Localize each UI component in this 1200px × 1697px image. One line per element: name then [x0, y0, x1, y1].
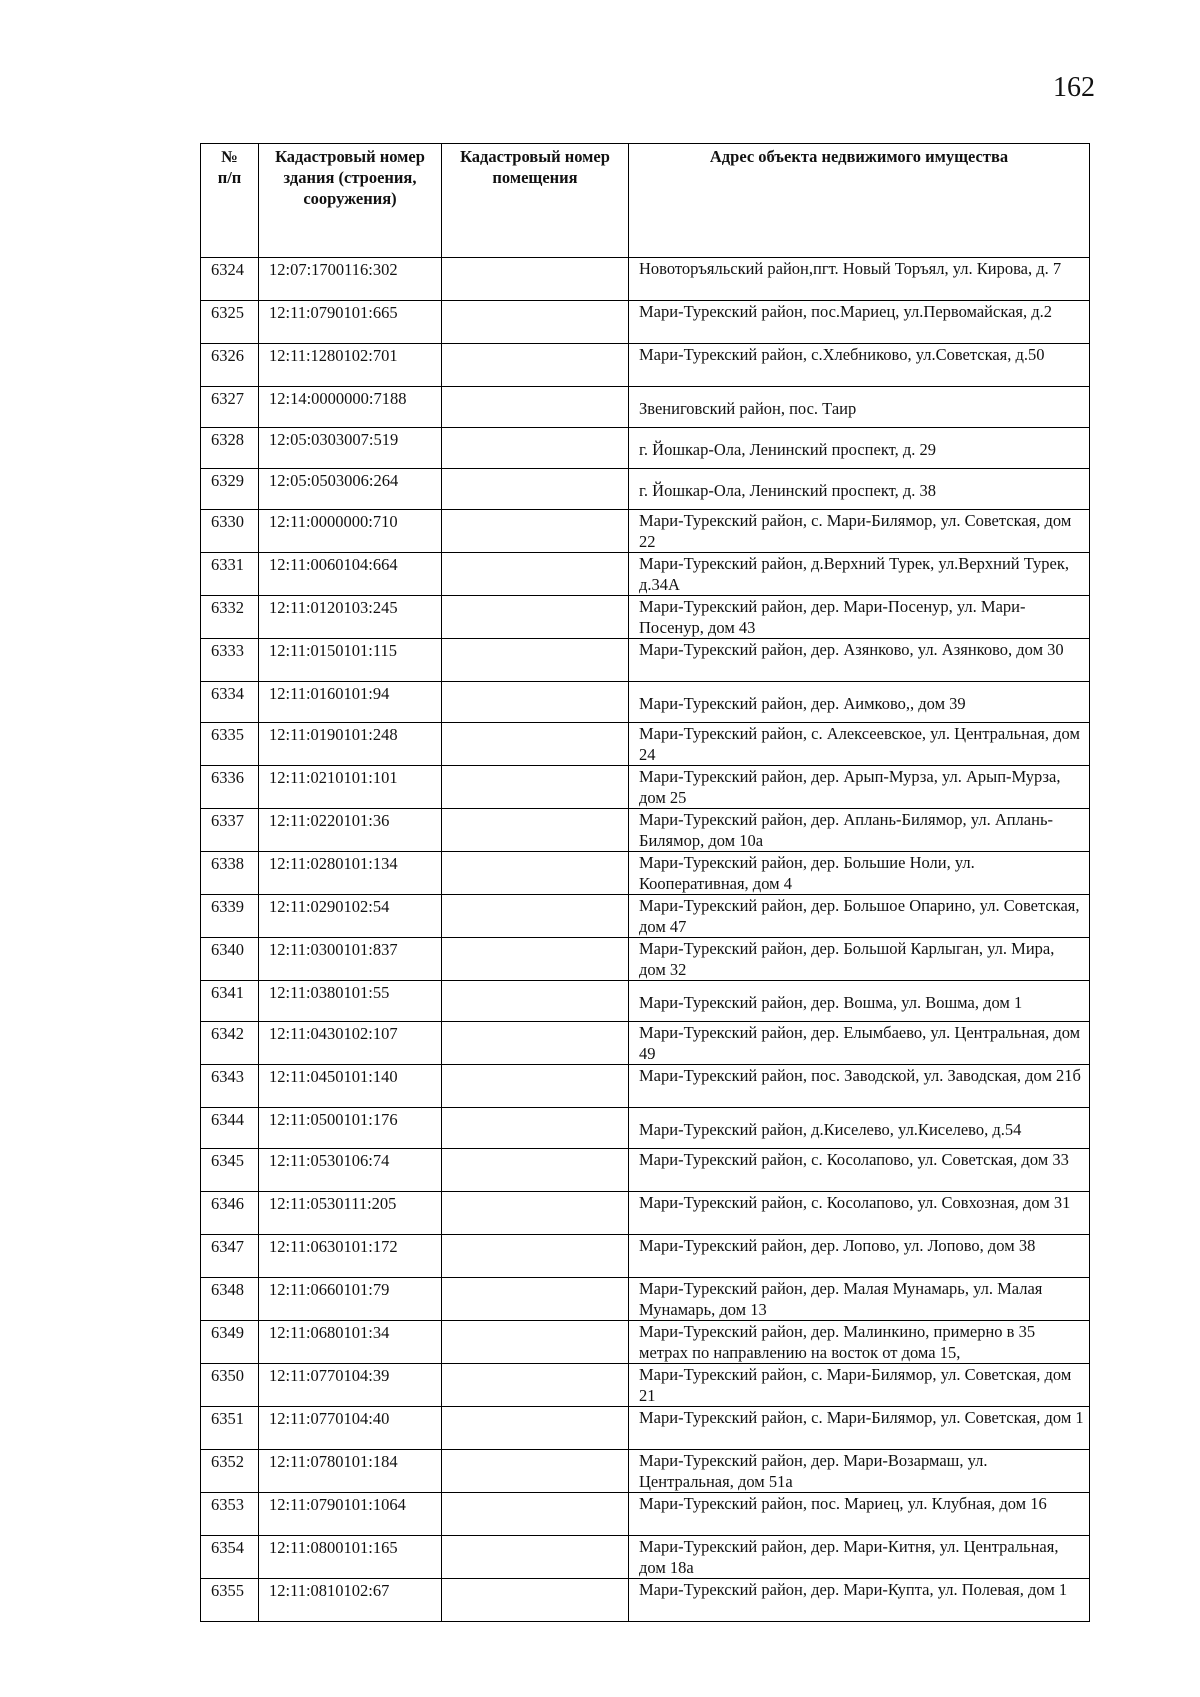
- row-number-cell: 6351: [201, 1407, 259, 1450]
- row-number-cell: 6341: [201, 981, 259, 1022]
- row-number-cell: 6354: [201, 1536, 259, 1579]
- room-cadastral-cell: [442, 723, 629, 766]
- room-cadastral-cell: [442, 1450, 629, 1493]
- building-cadastral-cell: 12:14:0000000:7188: [259, 387, 442, 428]
- room-cadastral-cell: [442, 1149, 629, 1192]
- table-header-row: [201, 144, 1090, 258]
- room-cadastral-cell: [442, 1364, 629, 1407]
- room-cadastral-cell: [442, 1278, 629, 1321]
- table-row: [201, 1235, 1090, 1278]
- row-number-cell: 6344: [201, 1108, 259, 1149]
- address-cell: Мари-Турекский район, дер. Большое Опарино, ул. Советская, дом 47: [629, 895, 1090, 938]
- address-cell: Мари-Турекский район, дер. Мари-Китня, ул. Центральная, дом 18а: [629, 1536, 1090, 1579]
- room-cadastral-cell: [442, 428, 629, 469]
- table-row: [201, 895, 1090, 938]
- address-cell: Мари-Турекский район, с. Алексеевское, ул. Центральная, дом 24: [629, 723, 1090, 766]
- building-cadastral-cell: 12:11:1280102:701: [259, 344, 442, 387]
- room-cadastral-cell: [442, 387, 629, 428]
- address-cell: Мари-Турекский район, с. Мари-Билямор, ул. Советская, дом 22: [629, 510, 1090, 553]
- room-cadastral-cell: [442, 596, 629, 639]
- building-cadastral-cell: 12:11:0680101:34: [259, 1321, 442, 1364]
- address-cell: Мари-Турекский район, дер. Большой Карлыган, ул. Мира, дом 32: [629, 938, 1090, 981]
- building-cadastral-cell: 12:11:0120103:245: [259, 596, 442, 639]
- table-row: [201, 1450, 1090, 1493]
- building-cadastral-cell: 12:11:0290102:54: [259, 895, 442, 938]
- row-number-cell: 6338: [201, 852, 259, 895]
- table-row: [201, 766, 1090, 809]
- table-row: [201, 1493, 1090, 1536]
- row-number-cell: 6332: [201, 596, 259, 639]
- row-number-cell: 6345: [201, 1149, 259, 1192]
- room-cadastral-cell: [442, 1192, 629, 1235]
- row-number-cell: 6325: [201, 301, 259, 344]
- building-cadastral-cell: 12:11:0630101:172: [259, 1235, 442, 1278]
- row-number-cell: 6343: [201, 1065, 259, 1108]
- building-cadastral-cell: 12:11:0210101:101: [259, 766, 442, 809]
- address-cell: Мари-Турекский район, дер. Мари-Возармаш, ул. Центральная, дом 51а: [629, 1450, 1090, 1493]
- table-row: [201, 809, 1090, 852]
- property-registry-table: [200, 143, 1090, 1622]
- row-number-cell: 6350: [201, 1364, 259, 1407]
- building-cadastral-cell: 12:11:0450101:140: [259, 1065, 442, 1108]
- address-cell: г. Йошкар-Ола, Ленинский проспект, д. 29: [629, 428, 1090, 469]
- table-row: [201, 387, 1090, 428]
- row-number-cell: 6324: [201, 258, 259, 301]
- row-number-cell: 6334: [201, 682, 259, 723]
- row-number-cell: 6347: [201, 1235, 259, 1278]
- table-row: [201, 553, 1090, 596]
- room-cadastral-cell: [442, 639, 629, 682]
- building-cadastral-cell: 12:11:0160101:94: [259, 682, 442, 723]
- header-room-cadastral: Кадастровый номер помещения: [442, 144, 629, 258]
- building-cadastral-cell: 12:11:0000000:710: [259, 510, 442, 553]
- address-cell: Мари-Турекский район, с.Хлебниково, ул.Советская, д.50: [629, 344, 1090, 387]
- address-cell: Мари-Турекский район, д.Верхний Турек, ул.Верхний Турек, д.34А: [629, 553, 1090, 596]
- room-cadastral-cell: [442, 1321, 629, 1364]
- table-row: [201, 639, 1090, 682]
- building-cadastral-cell: 12:11:0810102:67: [259, 1579, 442, 1622]
- room-cadastral-cell: [442, 1579, 629, 1622]
- building-cadastral-cell: 12:11:0660101:79: [259, 1278, 442, 1321]
- table-row: [201, 723, 1090, 766]
- address-cell: Мари-Турекский район, с. Мари-Билямор, ул. Советская, дом 21: [629, 1364, 1090, 1407]
- room-cadastral-cell: [442, 682, 629, 723]
- table-row: [201, 1108, 1090, 1149]
- table-row: [201, 258, 1090, 301]
- table-row: [201, 1364, 1090, 1407]
- room-cadastral-cell: [442, 301, 629, 344]
- room-cadastral-cell: [442, 1235, 629, 1278]
- address-cell: Мари-Турекский район, пос. Заводской, ул. Заводская, дом 21б: [629, 1065, 1090, 1108]
- address-cell: Звениговский район, пос. Таир: [629, 387, 1090, 428]
- room-cadastral-cell: [442, 1022, 629, 1065]
- row-number-cell: 6339: [201, 895, 259, 938]
- address-cell: Мари-Турекский район, пос.Мариец, ул.Первомайская, д.2: [629, 301, 1090, 344]
- table-row: [201, 682, 1090, 723]
- address-cell: г. Йошкар-Ола, Ленинский проспект, д. 38: [629, 469, 1090, 510]
- table-row: [201, 1278, 1090, 1321]
- table-row: [201, 1321, 1090, 1364]
- address-cell: Мари-Турекский район, дер. Малинкино, примерно в 35 метрах по направлению на восток от дома 15,: [629, 1321, 1090, 1364]
- page-number: 162: [1053, 72, 1095, 103]
- table-row: [201, 469, 1090, 510]
- building-cadastral-cell: 12:11:0380101:55: [259, 981, 442, 1022]
- room-cadastral-cell: [442, 1065, 629, 1108]
- building-cadastral-cell: 12:11:0530106:74: [259, 1149, 442, 1192]
- room-cadastral-cell: [442, 981, 629, 1022]
- row-number-cell: 6330: [201, 510, 259, 553]
- address-cell: Мари-Турекский район, с. Косолапово, ул. Совхозная, дом 31: [629, 1192, 1090, 1235]
- room-cadastral-cell: [442, 1493, 629, 1536]
- address-cell: Мари-Турекский район, д.Киселево, ул.Киселево, д.54: [629, 1108, 1090, 1149]
- building-cadastral-cell: 12:11:0150101:115: [259, 639, 442, 682]
- room-cadastral-cell: [442, 809, 629, 852]
- table-row: [201, 1022, 1090, 1065]
- row-number-cell: 6333: [201, 639, 259, 682]
- row-number-cell: 6327: [201, 387, 259, 428]
- building-cadastral-cell: 12:05:0303007:519: [259, 428, 442, 469]
- room-cadastral-cell: [442, 258, 629, 301]
- row-number-cell: 6328: [201, 428, 259, 469]
- table-row: [201, 1149, 1090, 1192]
- address-cell: Мари-Турекский район, дер. Азянково, ул. Азянково, дом 30: [629, 639, 1090, 682]
- address-cell: Новоторъяльский район,пгт. Новый Торъял, ул. Кирова, д. 7: [629, 258, 1090, 301]
- address-cell: Мари-Турекский район, дер. Арып-Мурза, ул. Арып-Мурза, дом 25: [629, 766, 1090, 809]
- row-number-cell: 6348: [201, 1278, 259, 1321]
- building-cadastral-cell: 12:11:0280101:134: [259, 852, 442, 895]
- row-number-cell: 6355: [201, 1579, 259, 1622]
- header-building-cadastral: Кадастровый номер здания (строения, сооружения): [259, 144, 442, 258]
- table-row: [201, 1579, 1090, 1622]
- row-number-cell: 6353: [201, 1493, 259, 1536]
- table-body: [201, 258, 1090, 1622]
- table-row: [201, 852, 1090, 895]
- room-cadastral-cell: [442, 510, 629, 553]
- row-number-cell: 6352: [201, 1450, 259, 1493]
- table-row: [201, 1536, 1090, 1579]
- address-cell: Мари-Турекский район, дер. Мари-Купта, ул. Полевая, дом 1: [629, 1579, 1090, 1622]
- table-row: [201, 1407, 1090, 1450]
- row-number-cell: 6346: [201, 1192, 259, 1235]
- room-cadastral-cell: [442, 895, 629, 938]
- building-cadastral-cell: 12:11:0060104:664: [259, 553, 442, 596]
- address-cell: Мари-Турекский район, дер. Лопово, ул. Лопово, дом 38: [629, 1235, 1090, 1278]
- table-row: [201, 301, 1090, 344]
- table-row: [201, 428, 1090, 469]
- address-cell: Мари-Турекский район, дер. Мари-Посенур, ул. Мари-Посенур, дом 43: [629, 596, 1090, 639]
- table-row: [201, 1065, 1090, 1108]
- building-cadastral-cell: 12:11:0790101:1064: [259, 1493, 442, 1536]
- address-cell: Мари-Турекский район, дер. Вошма, ул. Вошма, дом 1: [629, 981, 1090, 1022]
- room-cadastral-cell: [442, 852, 629, 895]
- building-cadastral-cell: 12:11:0190101:248: [259, 723, 442, 766]
- address-cell: Мари-Турекский район, дер. Малая Мунамарь, ул. Малая Мунамарь, дом 13: [629, 1278, 1090, 1321]
- building-cadastral-cell: 12:07:1700116:302: [259, 258, 442, 301]
- room-cadastral-cell: [442, 1536, 629, 1579]
- address-cell: Мари-Турекский район, пос. Мариец, ул. Клубная, дом 16: [629, 1493, 1090, 1536]
- building-cadastral-cell: 12:11:0430102:107: [259, 1022, 442, 1065]
- header-address: Адрес объекта недвижимого имущества: [629, 144, 1090, 258]
- row-number-cell: 6340: [201, 938, 259, 981]
- row-number-cell: 6337: [201, 809, 259, 852]
- address-cell: Мари-Турекский район, с. Мари-Билямор, ул. Советская, дом 1: [629, 1407, 1090, 1450]
- room-cadastral-cell: [442, 553, 629, 596]
- room-cadastral-cell: [442, 469, 629, 510]
- table-row: [201, 510, 1090, 553]
- building-cadastral-cell: 12:11:0800101:165: [259, 1536, 442, 1579]
- table-row: [201, 981, 1090, 1022]
- table-row: [201, 1192, 1090, 1235]
- building-cadastral-cell: 12:11:0300101:837: [259, 938, 442, 981]
- building-cadastral-cell: 12:11:0220101:36: [259, 809, 442, 852]
- address-cell: Мари-Турекский район, дер. Большие Ноли, ул. Кооперативная, дом 4: [629, 852, 1090, 895]
- table-row: [201, 938, 1090, 981]
- building-cadastral-cell: 12:05:0503006:264: [259, 469, 442, 510]
- row-number-cell: 6349: [201, 1321, 259, 1364]
- room-cadastral-cell: [442, 1407, 629, 1450]
- building-cadastral-cell: 12:11:0530111:205: [259, 1192, 442, 1235]
- room-cadastral-cell: [442, 766, 629, 809]
- building-cadastral-cell: 12:11:0790101:665: [259, 301, 442, 344]
- room-cadastral-cell: [442, 1108, 629, 1149]
- address-cell: Мари-Турекский район, дер. Аплань-Билямор, ул. Аплань-Билямор, дом 10а: [629, 809, 1090, 852]
- building-cadastral-cell: 12:11:0780101:184: [259, 1450, 442, 1493]
- row-number-cell: 6336: [201, 766, 259, 809]
- address-cell: Мари-Турекский район, с. Косолапово, ул. Советская, дом 33: [629, 1149, 1090, 1192]
- row-number-cell: 6335: [201, 723, 259, 766]
- building-cadastral-cell: 12:11:0770104:39: [259, 1364, 442, 1407]
- address-cell: Мари-Турекский район, дер. Елымбаево, ул. Центральная, дом 49: [629, 1022, 1090, 1065]
- building-cadastral-cell: 12:11:0770104:40: [259, 1407, 442, 1450]
- row-number-cell: 6331: [201, 553, 259, 596]
- table-row: [201, 344, 1090, 387]
- header-number: № п/п: [201, 144, 259, 258]
- address-cell: Мари-Турекский район, дер. Аимково,, дом 39: [629, 682, 1090, 723]
- room-cadastral-cell: [442, 344, 629, 387]
- building-cadastral-cell: 12:11:0500101:176: [259, 1108, 442, 1149]
- row-number-cell: 6342: [201, 1022, 259, 1065]
- row-number-cell: 6326: [201, 344, 259, 387]
- room-cadastral-cell: [442, 938, 629, 981]
- table-row: [201, 596, 1090, 639]
- row-number-cell: 6329: [201, 469, 259, 510]
